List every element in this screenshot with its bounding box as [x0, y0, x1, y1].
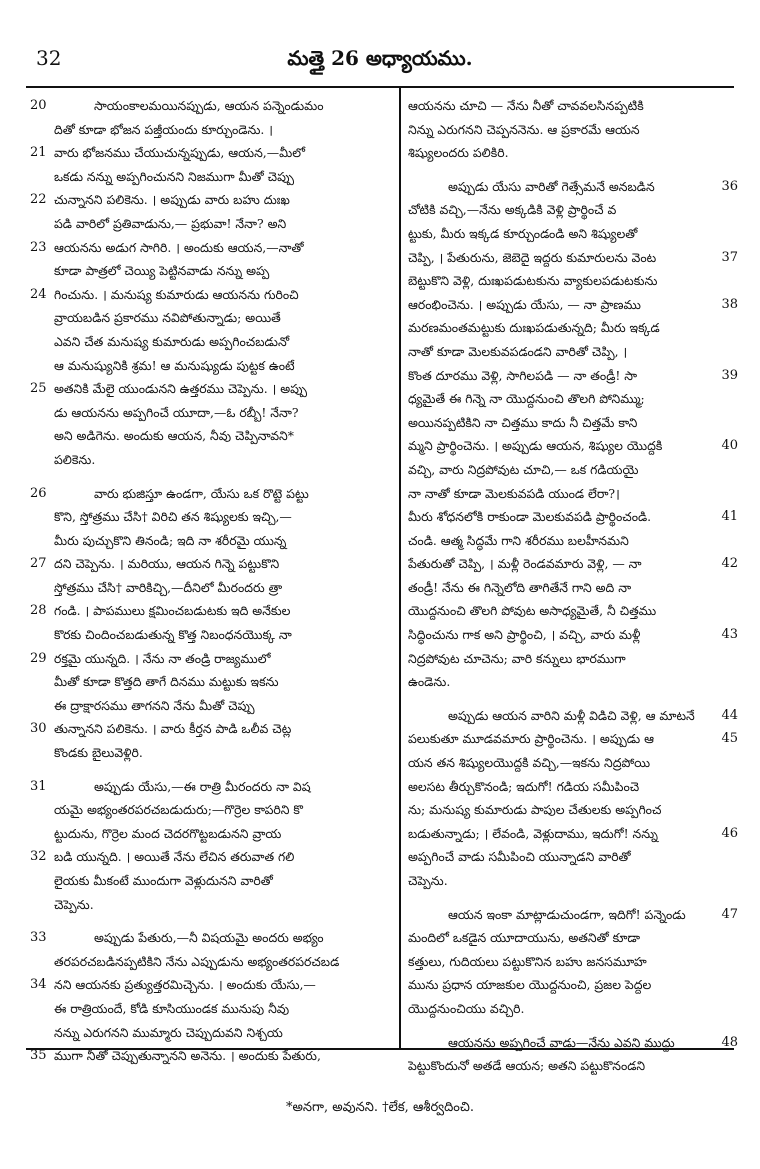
verse-text: డు ఆయనను అప్పగించే యూదా,—ఓ రబ్బీ! నేనా? — [54, 404, 299, 420]
verse-text: నని ఆయనకు ప్రత్యుత్తరమిచ్చెను. । అందుకు యేసు,— — [54, 977, 316, 993]
text-line — [30, 354, 392, 378]
verse-number: 40 — [721, 438, 738, 454]
text-line — [30, 505, 392, 529]
verse-text: ధ్యమైతే ఈ గిన్నె నా యొద్దనుంచి తొలగి పోనిమ్ము; — [408, 391, 645, 407]
verse-text: వారు భోజనము చేయుచున్నప్పుడు, ఆయన,—మీలో — [54, 145, 305, 161]
text-line — [30, 283, 392, 307]
text-line — [408, 482, 738, 506]
text-line — [30, 670, 392, 694]
verse-text: అప్పుడు ఆయన వారిని మళ్లీ విడిచి వెళ్లి, ఆ మాటనే — [448, 707, 695, 723]
text-line — [30, 869, 392, 893]
text-line — [30, 576, 392, 600]
verse-text: ఆయన ఇంకా మాట్లాడుచుండగా, ఇదిగో! పన్నెండు — [448, 906, 686, 922]
verse-text: ఎవని చేత మనుష్య కుమారుడు అప్పగించబడునో — [54, 333, 290, 349]
verse-text: బెట్టుకొని వెళ్లి, దుఃఖపడుటకును వ్యాకులపడుటకును — [408, 273, 658, 289]
verse-text: ఆయనను చూచి — నేను నీతో చావవలసినప్పటికి — [408, 98, 644, 113]
verse-text: గించును. । మనుష్య కుమారుడు ఆయనను గురించి — [54, 286, 299, 302]
verse-text: పలుకుతూ మూడవమారు ప్రార్థించెను. । అప్పుడు ఆ — [408, 731, 655, 747]
text-line — [408, 623, 738, 647]
verse-text: మీరు శోధనలోకి రాకుండా మెలకువపడి ప్రార్థించండి. — [408, 509, 652, 525]
verse-number: 22 — [30, 192, 47, 208]
verse-number: 27 — [30, 556, 47, 572]
verse-text: పలికెను. — [54, 451, 96, 467]
verse-text: కొండకు బైలువెళ్లిరి. — [54, 745, 143, 761]
text-line — [408, 599, 738, 623]
text-line — [30, 845, 392, 869]
verse-text: చెప్పెను. — [54, 896, 94, 912]
text-line — [30, 212, 392, 236]
verse-number: 34 — [30, 977, 47, 993]
verse-text: స్తోత్రము చేసి† వారికిచ్చి,—దీనిలో మీరందరు త్రా — [54, 579, 283, 595]
text-line — [30, 94, 392, 118]
verse-number: 21 — [30, 145, 47, 161]
verse-text: బడి యున్నది. । అయితే నేను లేచిన తరువాత గలి — [54, 849, 295, 865]
verse-text: ను; మనుష్య కుమారుడు పాపుల చేతులకు అప్పగించ — [408, 802, 662, 818]
verse-text: చున్నానని పలికెను. । అప్పుడు వారు బహు దుఃఖ — [54, 192, 290, 208]
text-line — [408, 552, 738, 576]
text-line — [408, 434, 738, 458]
verse-text: ఆరంభించెను. । అప్పుడు యేసు, — నా ప్రాణము — [408, 296, 641, 312]
verse-number: 36 — [721, 178, 738, 194]
text-line — [408, 670, 738, 694]
verse-number: 38 — [721, 296, 738, 312]
verse-number: 29 — [30, 650, 47, 666]
verse-text: కత్తులు, గుదియలు పట్టుకొనిన బహు జనసమూహ — [408, 953, 647, 969]
text-line — [408, 198, 738, 222]
verse-text: అలసట తీర్చుకొనండి; ఇదుగో! గడియ సమీపించె — [408, 778, 640, 794]
text-line — [408, 845, 738, 869]
verse-number: 45 — [721, 731, 738, 747]
verse-number: 41 — [721, 509, 738, 525]
text-line — [408, 775, 738, 799]
text-line — [30, 141, 392, 165]
verse-text: రక్తమై యున్నది. । నేను నా తండ్రి రాజ్యములో — [54, 650, 271, 666]
text-line — [30, 997, 392, 1021]
verse-number: 23 — [30, 239, 47, 255]
header-rule — [26, 86, 734, 88]
verse-number: 39 — [721, 367, 738, 383]
verse-text: సిద్ధించును గాక అని ప్రార్థించి, । వచ్చి, వారు మళ్లీ — [408, 627, 641, 643]
verse-text: సాయంకాలమయినప్పుడు, ఆయన పన్నెండుమం — [94, 98, 324, 113]
verse-text: కొంత దూరము వెళ్లి, సాగిలపడి — నా తండ్రీ! సా — [408, 367, 638, 383]
verse-text: శిష్యులందరు పలికిరి. — [408, 145, 509, 161]
text-line — [408, 704, 738, 728]
verse-text: ఉండెను. — [408, 674, 451, 690]
text-line — [30, 306, 392, 330]
text-line — [408, 869, 738, 893]
verse-text: యన తన శిష్యులయొద్దకి వచ్చి,—ఇకను నిద్రపోయి — [408, 755, 651, 771]
text-line — [408, 269, 738, 293]
verse-text: గండి. । పాపములు క్షమించబడుటకు ఇది అనేకుల — [54, 603, 291, 619]
verse-text: మరణమంతమట్టుకు దుఃఖపడుతున్నది; మీరు ఇక్కడ — [408, 320, 660, 336]
text-line — [30, 165, 392, 189]
text-line — [30, 926, 392, 950]
text-line — [408, 973, 738, 997]
text-line — [30, 717, 392, 741]
text-line — [30, 822, 392, 846]
text-line — [30, 236, 392, 260]
verse-text: మును ప్రధాన యాజకుల యొద్దనుంచి, ప్రజల పెద్దల — [408, 977, 652, 993]
verse-number: 26 — [30, 485, 47, 501]
text-line — [408, 903, 738, 927]
verse-number: 30 — [30, 721, 47, 737]
verse-text: అప్పుడు పేతురు,—నీ విషయమై అందరు అభ్యం — [94, 930, 324, 946]
text-line — [408, 751, 738, 775]
verse-text: అయినప్పటికిని నా చిత్తము కాదు నీ చిత్తమే కాని — [408, 414, 638, 430]
page-title: మత్తై 26 అధ్యాయము. — [287, 46, 473, 70]
text-line — [408, 822, 738, 846]
verse-text: మందిలో ఒకడైన యూదాయును, అతనితో కూడా — [408, 930, 641, 946]
text-line — [30, 647, 392, 671]
text-line — [408, 118, 738, 142]
text-line — [30, 741, 392, 765]
text-line — [408, 246, 738, 270]
verse-text: దని చెప్పెను. । మరియు, ఆయన గిన్నె పట్టుకొని — [54, 556, 280, 572]
verse-text: ఆయనను అప్పగించే వాడు—నేను ఎవని ముద్దు — [448, 1034, 675, 1050]
verse-text: ట్టుకు, మీరు ఇక్కడ కూర్చుండండి అని శిష్యులతో — [408, 225, 638, 241]
verse-text: చోటికి వచ్చి,—నేను అక్కడికి వెళ్లి ప్రార్థించే వ — [408, 202, 617, 218]
footnote: *అనగా, అవునని. †లేక, ఆశీర్వదించి. — [286, 1100, 474, 1115]
verse-text: వచ్చి, వారు నిద్రపోవుట చూచి,— ఒక గడియయై — [408, 461, 639, 477]
verse-number: 32 — [30, 849, 47, 865]
verse-text: ట్టుదును, గొర్రెల మంద చెదరగొట్టబడునని వ్రాయ — [54, 825, 282, 841]
verse-text: మీరు పుచ్చుకొని తినండి; ఇది నా శరీరమై యున్న — [54, 532, 287, 548]
paragraph-gap — [30, 472, 392, 482]
verse-text: తండ్రీ! నేను ఈ గిన్నెలోది తాగితేనే గాని అది నా — [408, 579, 632, 595]
verse-text: లైయకు మీకంటే ముందుగా వెళ్లుదునని వారితో — [54, 873, 273, 888]
verse-text: ఆ మనుష్యునికి శ్రమ! ఆ మనుష్యుడు పుట్టక ఉంటే — [54, 357, 295, 373]
text-line — [408, 997, 738, 1021]
paragraph-gap — [408, 893, 738, 903]
verse-number: 25 — [30, 381, 47, 397]
verse-text: అప్పుడు యేసు,—ఈ రాత్రి మీరందరు నా విష — [94, 778, 311, 794]
text-line — [408, 411, 738, 435]
verse-text: యొద్దనుంచి తొలగి పోవుట అసాధ్యమైతే, నీ చిత్తము — [408, 603, 657, 619]
text-line — [408, 1054, 738, 1078]
text-line — [30, 377, 392, 401]
paragraph-gap — [408, 1021, 738, 1031]
verse-text: కొని, స్తోత్రము చేసి† విరిచి తన శిష్యులకు ఇచ్చి,— — [54, 509, 292, 525]
verse-text: నన్ను ఎరుగనని ముమ్మారు చెప్పుదువని నిశ్చయ — [54, 1024, 283, 1040]
text-line — [408, 505, 738, 529]
text-line — [408, 727, 738, 751]
verse-number: 33 — [30, 930, 47, 946]
verse-text: పడి వారిలో ప్రతివాడును,— ప్రభువా! నేనా? అని — [54, 215, 287, 231]
text-line — [408, 340, 738, 364]
verse-number: 20 — [30, 98, 47, 113]
text-line — [30, 448, 392, 472]
text-line — [30, 694, 392, 718]
verse-text: చండి. ఆత్మ సిద్ధమే గాని శరీరము బలహీనమని — [408, 532, 629, 548]
verse-text: మీతో కూడా కొత్తది తాగే దినము మట్టుకు ఇకను — [54, 674, 279, 690]
verse-text: యొద్దనుంచియు వచ్చిరి. — [408, 1000, 525, 1016]
text-line — [30, 401, 392, 425]
verse-text: ఈ రాత్రియందే, కోడి కూసియుండక మునుపు నీవు — [54, 1000, 290, 1016]
text-line — [30, 188, 392, 212]
verse-number: 35 — [30, 1048, 47, 1064]
right-column — [408, 94, 738, 1078]
verse-text: అప్పుడు యేసు వారితో గెత్సేమనే అనబడిన — [448, 178, 655, 194]
text-line — [30, 893, 392, 917]
verse-number: 37 — [721, 249, 738, 265]
text-line — [30, 775, 392, 799]
verse-number: 42 — [721, 556, 738, 572]
verse-text: నిన్ను ఎరుగనని చెప్పననెను. ఆ ప్రకారమే ఆయన — [408, 121, 640, 137]
verse-text: ఒకడు నన్ను అప్పగించునని నిజముగా మీతో చెప్పు — [54, 168, 295, 184]
text-line — [408, 293, 738, 317]
text-line — [408, 576, 738, 600]
verse-text: పెట్టుకొందునో అతడే ఆయన; అతని పట్టుకొనండని — [408, 1058, 646, 1074]
verse-text: దితో కూడా భోజన పజ్తీయందు కూర్చుండెను. । — [54, 121, 273, 137]
text-line — [408, 950, 738, 974]
text-line — [408, 647, 738, 671]
verse-text: అతనికి మేలై యుండునని ఉత్తరము చెప్పెను. । అప్పు — [54, 381, 308, 397]
text-line — [408, 222, 738, 246]
verse-text: బడుతున్నాడు; । లేవండి, వెళ్లుదాము, ఇదుగో! నన్ను — [408, 825, 658, 841]
verse-number: 24 — [30, 286, 47, 302]
verse-text: తున్నానని పలికెను. । వారు కీర్తన పాడి ఒలీవ చెట్ల — [54, 721, 292, 737]
paragraph-gap — [408, 694, 738, 704]
page-header — [26, 40, 734, 80]
paragraph-gap — [30, 765, 392, 775]
verse-number: 31 — [30, 778, 47, 794]
verse-text: నా నాతో కూడా మెలకువపడి యుండ లేరా?। — [408, 485, 620, 501]
verse-text: ఆయనను అడుగ సాగిరి. । అందుకు ఆయన,—నాతో — [54, 239, 304, 255]
footer-rule — [26, 1048, 734, 1050]
text-line — [30, 529, 392, 553]
text-line — [30, 424, 392, 448]
text-line — [408, 141, 738, 165]
text-line — [30, 950, 392, 974]
verse-text: అని అడిగెను. అందుకు ఆయన, నీవు చెప్పినావని* — [54, 428, 294, 444]
text-line — [30, 973, 392, 997]
text-line — [30, 599, 392, 623]
verse-text: కొరకు చిందించబడుతున్న కొత్త నిబంధనయొక్క నా — [54, 627, 292, 643]
verse-text: నాతో కూడా మెలకువపడండని వారితో చెప్పి, । — [408, 343, 628, 359]
verse-number: 46 — [721, 825, 738, 841]
verse-text: అప్పగించే వాడు సమీపించి యున్నాడని వారితో — [408, 849, 631, 865]
text-line — [30, 1021, 392, 1045]
text-line — [408, 529, 738, 553]
column-divider — [399, 88, 401, 1048]
text-line — [408, 316, 738, 340]
verse-number: 47 — [721, 906, 738, 922]
verse-text: కూడా పాత్రలో చెయ్యి పెట్టినవాడు నన్ను అప్ప — [54, 263, 270, 279]
text-line — [30, 552, 392, 576]
text-line — [408, 364, 738, 388]
text-line — [408, 387, 738, 411]
page-number: 32 — [36, 46, 62, 70]
left-column — [30, 94, 392, 1068]
text-line — [30, 798, 392, 822]
text-line — [408, 94, 738, 118]
verse-number: 48 — [721, 1034, 738, 1050]
text-line — [408, 458, 738, 482]
verse-text: వ్రాయబడిన ప్రకారము నవిపోతున్నాడు; అయితే — [54, 310, 281, 326]
verse-text: వారు భుజిస్తూ ఉండగా, యేసు ఒక రొట్టె పట్టు — [94, 485, 309, 501]
paragraph-gap — [408, 165, 738, 175]
text-line — [30, 259, 392, 283]
paragraph-gap — [30, 916, 392, 926]
verse-text: మ్మని ప్రార్థించెను. । అప్పుడు ఆయన, శిష్యుల యొద్దకి — [408, 438, 663, 454]
verse-text: ఈ ద్రాక్షారసము తాగనని నేను మీతో చెప్పు — [54, 697, 255, 713]
text-line — [408, 175, 738, 199]
verse-text: చెప్పి, । పేతురును, జెబెదై ఇద్దరు కుమారులను వెంట — [408, 249, 657, 265]
verse-text: తరపరచబడినప్పటికిని నేను ఎప్పుడును అభ్యంతరపరచబడ — [54, 953, 340, 969]
text-line — [408, 1031, 738, 1055]
text-line — [408, 926, 738, 950]
verse-text: యమై అభ్యంతరపరచబడుదురు;—గొర్రెల కాపరిని కొ — [54, 802, 303, 818]
verse-number: 28 — [30, 603, 47, 619]
text-line — [408, 798, 738, 822]
verse-text: చెప్పెను. — [408, 873, 448, 888]
verse-text: నిద్రపోవుట చూచెను; వారి కన్నులు భారముగా — [408, 650, 626, 666]
verse-text: పేతురుతో చెప్పి, । మళ్లీ రెండవమారు వెళ్లి, — నా — [408, 556, 642, 572]
verse-text: ముగా నీతో చెప్పుతున్నానని అనెను. । అందుకు పేతురు, — [54, 1048, 321, 1064]
verse-number: 43 — [721, 627, 738, 643]
text-line — [30, 330, 392, 354]
text-line — [30, 118, 392, 142]
text-line — [30, 482, 392, 506]
text-line — [30, 623, 392, 647]
verse-number: 44 — [721, 707, 738, 723]
